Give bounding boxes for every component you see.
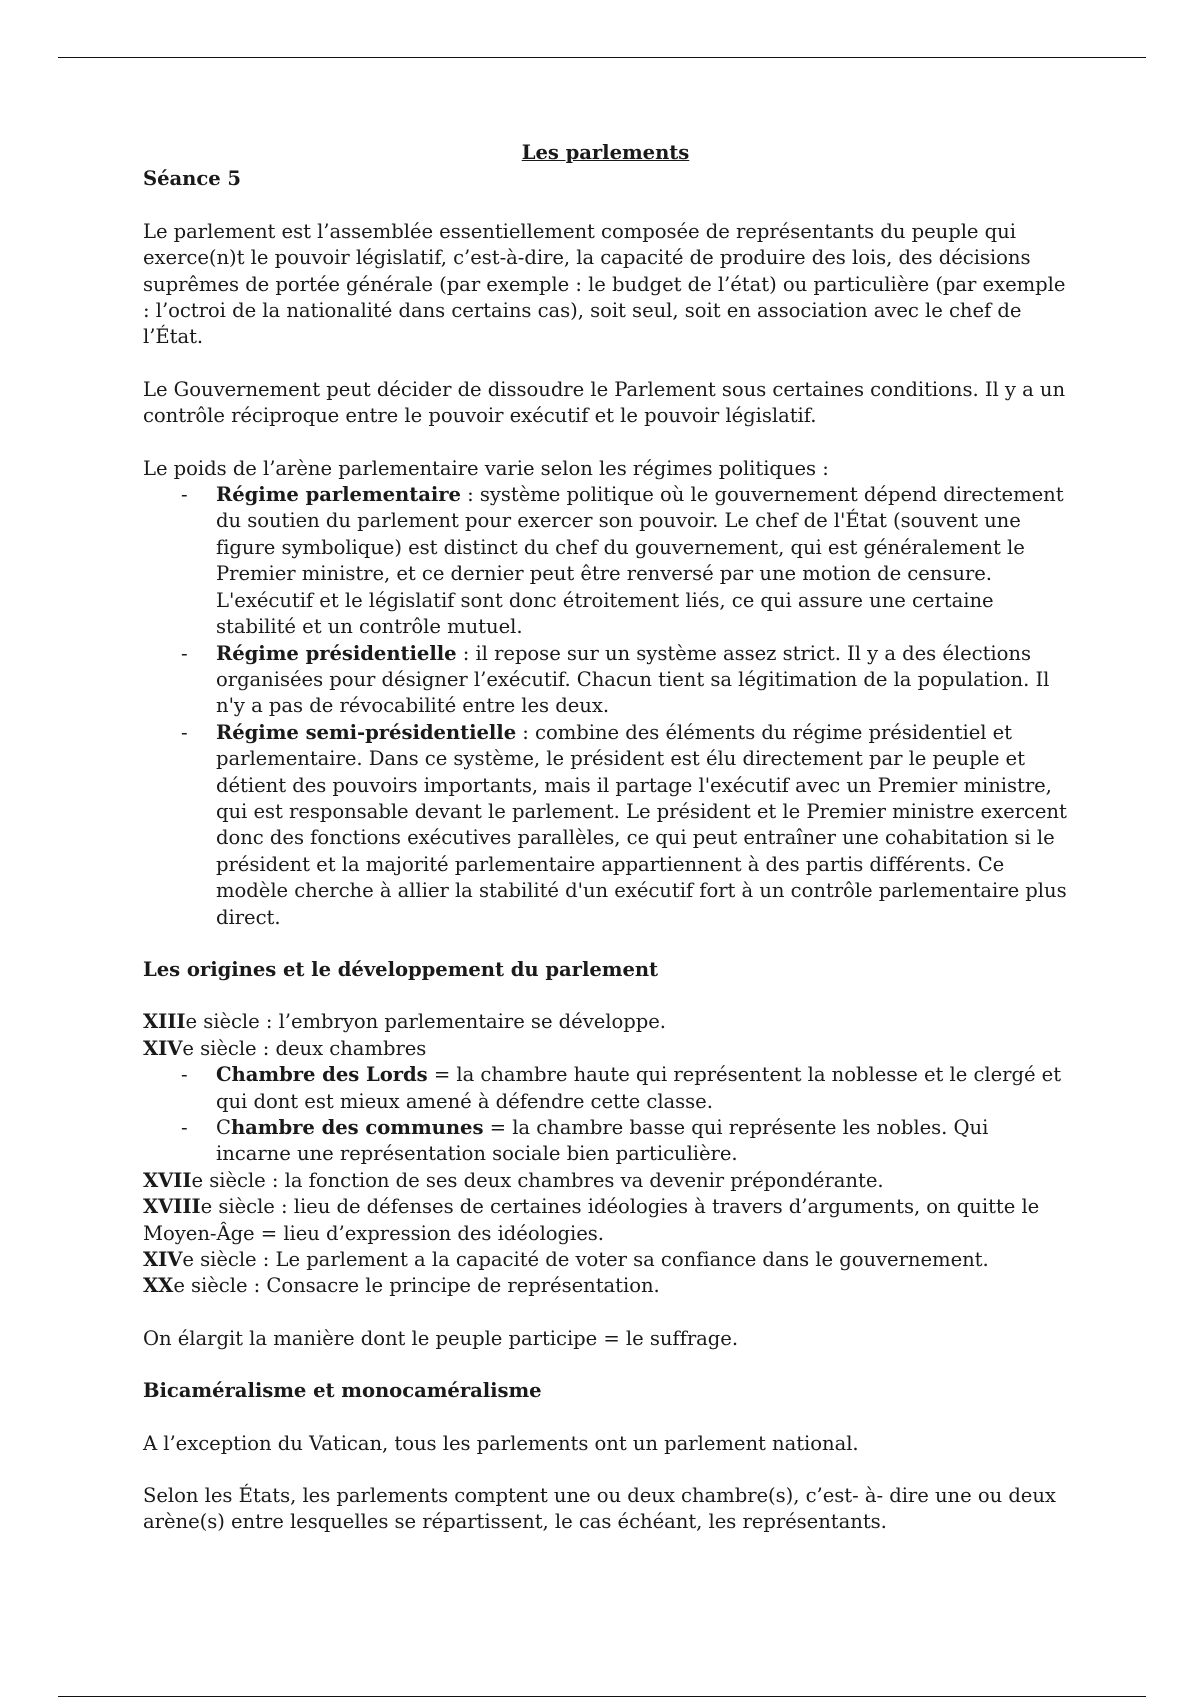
century-number: XIII [143, 1010, 186, 1034]
century-line [143, 1273, 1068, 1299]
regime-text: : système politique où le gouvernement dépend directement du soutien du parlement pour exercer son pouvoir. Le chef de l'État (souvent une figure symbolique) est distinct du chef du gouvernement, qui est généralement le Premier ministre, et ce dernier peut être renversé par une motion de censure. L'exécutif et le législatif sont donc étroitement liés, ce qui assure une certaine stabilité et un contrôle mutuel. [216, 483, 1064, 639]
intro-paragraph-2: Le Gouvernement peut décider de dissoudre le Parlement sous certaines conditions. Il y a un contrôle réciproque entre le pouvoir exécutif et le pouvoir législatif. [143, 377, 1066, 428]
dash-bullet: - [181, 1063, 188, 1087]
regime-term: Régime semi-présidentielle [216, 720, 517, 744]
chamber-term: Chambre des Lords [216, 1063, 428, 1087]
regime-text: : combine des éléments du régime présidentiel et parlementaire. Dans ce système, le président est élu directement par le peuple et détient des pouvoirs importants, mais il partage l'exécutif avec un Premier ministre, qui est responsable devant le parlement. Le président et le Premier ministre exercent donc des fonctions exécutives parallèles, ce qui peut entraîner une cohabitation si le président et la majorité parlementaire appartiennent à des partis différents. Ce modèle cherche à allier la stabilité d'un exécutif fort à un contrôle parlementaire plus direct. [216, 720, 1067, 929]
origins-timeline [143, 1009, 1068, 1299]
regimes-list [143, 482, 1068, 931]
chamber-text: = la chambre basse qui représente les nobles. Qui incarne une représentation sociale bien particulière. [216, 1116, 989, 1166]
list-item [143, 641, 1068, 720]
century-number: XVIII [143, 1195, 201, 1219]
century-line [143, 1009, 1068, 1035]
century-text: e siècle : lieu de défenses de certaines idéologies à travers d’arguments, on quitte le Moyen-Âge = lieu d’expression des idéologies. [143, 1195, 1040, 1245]
century-line [143, 1036, 1068, 1062]
session-label: Séance 5 [143, 167, 242, 191]
chamber-term: hambre des communes [230, 1116, 484, 1139]
century-line [143, 1194, 1068, 1247]
century-line [143, 1247, 1068, 1273]
century-text: e siècle : Consacre le principe de représentation. [173, 1274, 660, 1298]
regimes-section [143, 456, 1068, 931]
regime-term: Régime présidentielle [216, 641, 457, 665]
century-number: XX [143, 1274, 174, 1298]
regime-text: : il repose sur un système assez strict. Il y a des élections organisées pour désigner l’exécutif. Chacun tient sa légitimation de la population. Il n'y a pas de révocabilité entre les deux. [216, 641, 1050, 718]
list-item [143, 1115, 1068, 1168]
century-number: XIV [143, 1036, 183, 1060]
section-heading-origins: Les origines et le développement du parlement [143, 957, 659, 981]
century-text: e siècle : la fonction de ses deux chambres va devenir prépondérante. [191, 1168, 884, 1192]
list-item [143, 720, 1068, 931]
chambers-list [143, 1062, 1068, 1168]
century-number: XIV [143, 1248, 183, 1272]
suffrage-paragraph: On élargit la manière dont le peuple participe = le suffrage. [143, 1326, 739, 1350]
century-number: XVII [143, 1168, 192, 1192]
page-title: Les parlements [521, 141, 690, 164]
chamber-lead: C [216, 1116, 231, 1139]
regime-term: Régime parlementaire [216, 483, 461, 507]
bicameral-paragraph-1: A l’exception du Vatican, tous les parlements ont un parlement national. [143, 1431, 859, 1455]
document-body [143, 140, 1068, 1562]
century-text: e siècle : deux chambres [182, 1036, 427, 1060]
regimes-intro: Le poids de l’arène parlementaire varie selon les régimes politiques : [143, 456, 829, 480]
top-rule [58, 57, 1146, 58]
section-heading-bicameral: Bicaméralisme et monocaméralisme [143, 1379, 542, 1403]
list-item [143, 1062, 1068, 1115]
bicameral-paragraph-2: Selon les États, les parlements comptent une ou deux chambre(s), c’est- à- dire une ou deux arène(s) entre lesquelles se répartissent, le cas échéant, les représentants. [143, 1484, 1056, 1534]
dash-bullet: - [181, 720, 188, 744]
intro-paragraph-1: Le parlement est l’assemblée essentiellement composée de représentants du peuple qui exerce(n)t le pouvoir législatif, c’est-à-dire, la capacité de produire des lois, des décisions suprêmes de portée générale (par exemple : le budget de l’état) ou particulière (par exemple : l’octroi de la nationalité dans certains cas), soit seul, soit en association avec le chef de l’État. [143, 219, 1066, 349]
century-text: e siècle : Le parlement a la capacité de voter sa confiance dans le gouvernement. [182, 1248, 989, 1272]
century-text: e siècle : l’embryon parlementaire se développe. [185, 1010, 666, 1034]
dash-bullet: - [181, 483, 188, 507]
dash-bullet: - [181, 641, 188, 665]
chamber-text: = la chambre haute qui représentent la noblesse et le clergé et qui dont est mieux amené à défendre cette classe. [216, 1063, 1062, 1113]
dash-bullet: - [181, 1116, 188, 1139]
century-line [143, 1168, 1068, 1194]
list-item [143, 482, 1068, 640]
bottom-rule [58, 1696, 1146, 1697]
